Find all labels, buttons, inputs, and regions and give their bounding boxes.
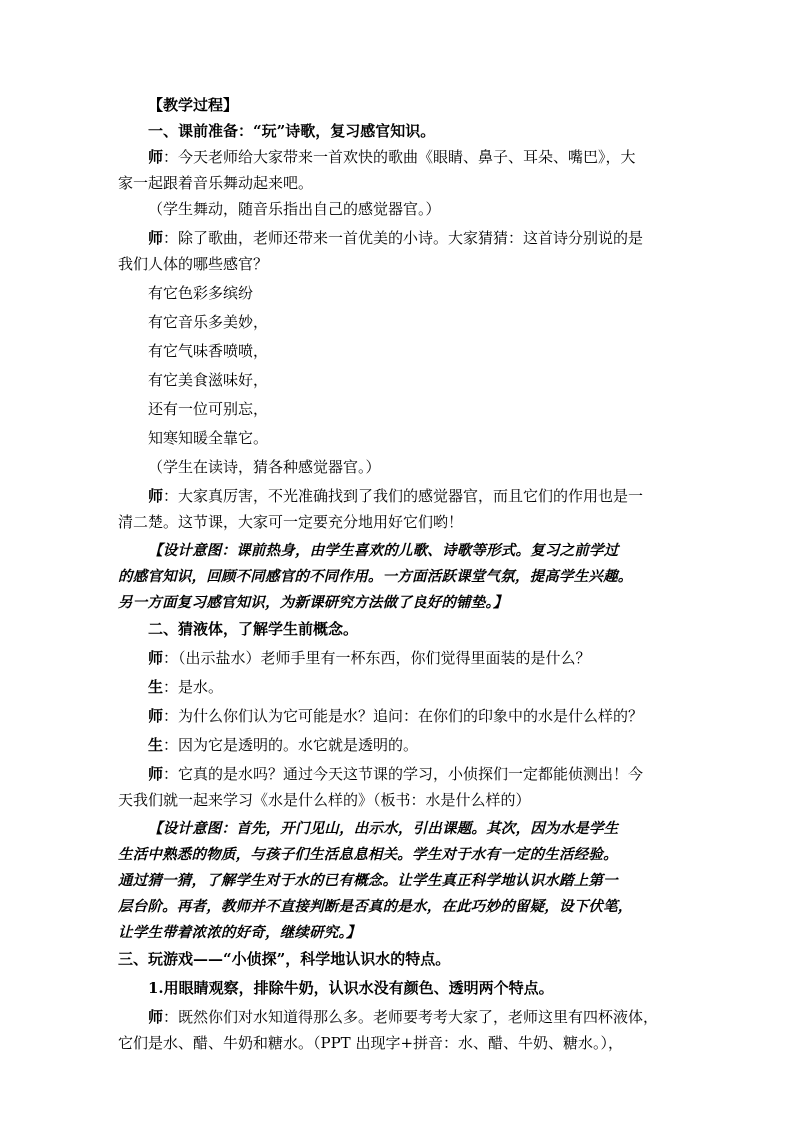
section-heading: 【教学过程】: [148, 96, 239, 114]
design-intent-note: 生活中熟悉的物质，与孩子们生活息息相关。学生对于水有一定的生活经验。: [118, 846, 618, 863]
dialogue-text: ：它真的是水吗？通过今天这节课的学习，小侦探们一定都能侦测出！今: [163, 765, 644, 783]
paragraph-continuation: 它们是水、醋、牛奶和糖水。（PPT 出现字+拼音：水、醋、牛奶、糖水。），: [118, 1034, 624, 1052]
design-intent-note: 【设计意图：首先，开门见山，出示水，引出课题。其次，因为水是学生: [148, 820, 619, 837]
poem-line: 还有一位可别忘，: [148, 400, 269, 418]
paragraph-continuation: 清二楚。这节课，大家可一定要充分地用好它们哟！: [118, 513, 464, 531]
stage-direction: （学生在读诗，猜各种感觉器官。）: [148, 458, 381, 476]
paragraph-text: ：今天老师给大家带来一首欢快的歌曲《眼睛、鼻子、耳朵、嘴巴》，大: [163, 148, 636, 166]
design-intent-note: 【设计意图：课前热身，由学生喜欢的儿歌、诗歌等形式。复习之前学过: [148, 542, 619, 559]
speaker-label: 师: [148, 707, 164, 725]
design-intent-note: 通过猜一猜，了解学生对于水的已有概念。让学生真正科学地认识水踏上第一: [118, 872, 618, 889]
paragraph-continuation: 我们人体的哪些感官？: [118, 255, 269, 273]
speaker-label: 师: [148, 649, 164, 667]
document-page: [118, 92, 680, 1056]
design-intent-note: 让学生带着浓浓的好奇，继续研究。】: [118, 924, 361, 941]
poem-line: 有它气味香喷喷，: [148, 342, 269, 360]
poem-line: 有它美食滋味好，: [148, 371, 269, 389]
dialogue-text: ：是水。: [163, 678, 224, 696]
paragraph-text: ：既然你们对水知道得那么多。老师要考考大家了，老师这里有四杯液体，: [163, 1008, 659, 1026]
speaker-label: 生: [148, 736, 164, 754]
part2-heading: 二、猜液体，了解学生前概念。: [148, 620, 359, 638]
paragraph: [118, 1004, 680, 1030]
poem-line: 有它色彩多缤纷: [148, 284, 254, 302]
dialogue-line: [118, 703, 680, 729]
part1-heading: 一、课前准备：“玩”诗歌，复习感官知识。: [148, 122, 436, 140]
poem-line: 有它音乐多美妙，: [148, 313, 269, 331]
speaker-label: 师: [148, 229, 164, 247]
design-intent-note: 的感官知识，回顾不同感官的不同作用。一方面活跃课堂气氛，提高学生兴趣。: [118, 568, 633, 585]
dialogue-text: ：因为它是透明的。水它就是透明的。: [163, 736, 419, 754]
dialogue-text: ：为什么你们认为它可能是水？追问：在你们的印象中的水是什么样的？: [163, 707, 644, 725]
dialogue-line: [118, 674, 680, 700]
dialogue-line: [118, 761, 680, 787]
part3-heading: 三、玩游戏——“小侦探”，科学地认识水的特点。: [118, 950, 451, 968]
paragraph-continuation: 天我们就一起来学习《水是什么样的》（板书：水是什么样的）: [118, 791, 531, 809]
dialogue-text: ：（出示盐水）老师手里有一杯东西，你们觉得里面装的是什么？: [163, 649, 591, 667]
design-intent-note: 层台阶。再者，教师并不直接判断是否真的是水，在此巧妙的留疑，设下伏笔，: [118, 898, 633, 915]
speaker-label: 师: [148, 1008, 164, 1026]
paragraph: [118, 144, 680, 170]
speaker-label: 师: [148, 765, 164, 783]
speaker-label: 师: [148, 487, 164, 505]
stage-direction: （学生舞动，随音乐指出自己的感觉器官。）: [148, 200, 441, 218]
paragraph-continuation: 家一起跟着音乐舞动起来吧。: [118, 174, 314, 192]
poem-line: 知寒知暖全靠它。: [148, 429, 269, 447]
paragraph-text: ：大家真厉害，不光准确找到了我们的感觉器官，而且它们的作用也是一: [163, 487, 644, 505]
dialogue-line: [118, 732, 680, 758]
dialogue-line: [118, 645, 680, 671]
design-intent-note: 另一方面复习感官知识，为新课研究方法做了良好的铺垫。】: [118, 594, 508, 611]
speaker-label: 师: [148, 148, 164, 166]
paragraph-text: ：除了歌曲，老师还带来一首优美的小诗。大家猜猜：这首诗分别说的是: [163, 229, 644, 247]
subsection-heading: 1.用眼睛观察，排除牛奶，认识水没有颜色、透明两个特点。: [148, 979, 554, 997]
speaker-label: 生: [148, 678, 164, 696]
paragraph: [118, 225, 680, 251]
paragraph: [118, 483, 680, 509]
